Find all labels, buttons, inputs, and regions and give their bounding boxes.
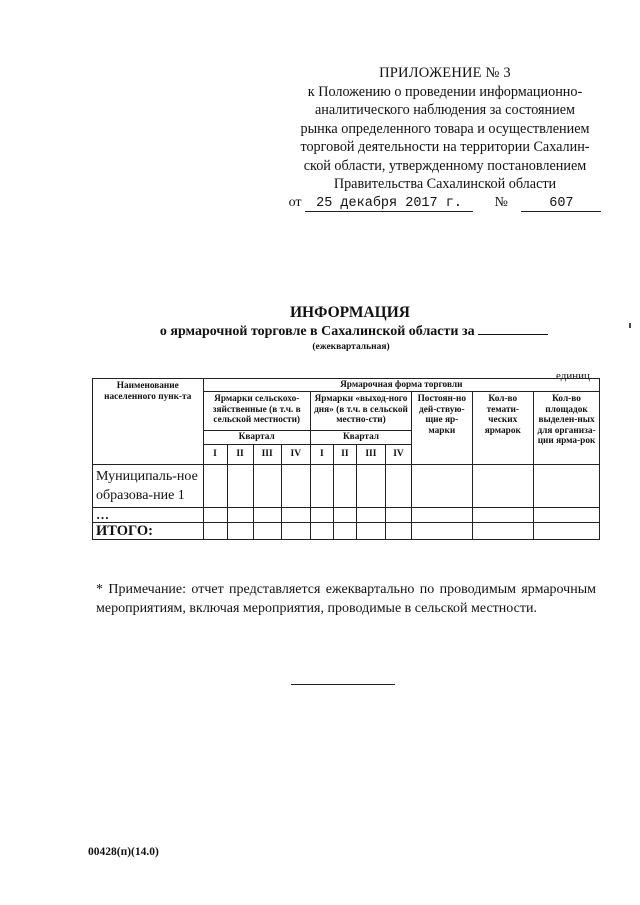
data-cell <box>281 508 310 523</box>
col-header-group: Ярмарочная форма торговли <box>203 379 599 392</box>
data-cell <box>253 508 281 523</box>
appendix-line: Правительства Сахалинской области <box>333 176 557 192</box>
data-cell <box>203 465 227 508</box>
data-cell <box>412 523 472 540</box>
quarter-cell: III <box>253 445 281 465</box>
data-cell <box>310 465 333 508</box>
data-cell <box>333 465 356 508</box>
quarter-cell: IV <box>281 445 310 465</box>
quarter-cell: II <box>333 445 356 465</box>
info-period: (ежеквартальная) <box>312 342 390 352</box>
decree-date-row <box>280 194 610 213</box>
row-total: ИТОГО: <box>93 523 204 540</box>
appendix-line: к Положению о проведении информационно- <box>307 83 583 100</box>
data-cell <box>534 523 600 540</box>
col-header-permanent: Постоян-но дей-ствую-щие яр-марки <box>412 392 472 465</box>
data-cell <box>227 508 253 523</box>
col-header-agri: Ярмарки сельскохо-зяйственные (в т.ч. в сельской местности) <box>203 392 310 431</box>
units-label: единиц <box>556 370 590 382</box>
info-subtitle-text: о ярмарочной торговле в Сахалинской области за <box>159 324 475 339</box>
date-prefix: от <box>288 194 302 210</box>
row-municipality: Муниципаль-ное образова-ние 1 <box>93 465 204 508</box>
table-row <box>93 523 600 540</box>
data-cell <box>356 465 385 508</box>
appendix-header <box>280 64 610 212</box>
appendix-line: торговой деятельности на территории Сахалин- <box>300 139 590 155</box>
data-cell <box>534 508 600 523</box>
col-header-weekend: Ярмарки «выход-ного дня» (в т.ч. в сельской местно-сти) <box>310 392 411 431</box>
appendix-title: ПРИЛОЖЕНИЕ № 3 <box>379 65 511 81</box>
info-subtitle <box>68 322 640 341</box>
data-cell <box>472 465 534 508</box>
data-cell <box>227 465 253 508</box>
quarter-cell: I <box>310 445 333 465</box>
info-title: ИНФОРМАЦИЯ <box>290 304 410 321</box>
data-cell <box>203 523 227 540</box>
data-cell <box>412 465 472 508</box>
appendix-line: рынка определенного товара и осуществлением <box>300 120 590 137</box>
quarter-header-weekend: Квартал <box>310 431 411 445</box>
quarter-cell: III <box>356 445 385 465</box>
data-cell <box>472 523 534 540</box>
data-cell <box>281 523 310 540</box>
data-cell <box>310 523 333 540</box>
data-cell <box>534 465 600 508</box>
data-cell <box>385 523 411 540</box>
table-row <box>93 465 600 508</box>
data-cell <box>203 508 227 523</box>
appendix-line: ской области, утвержденному постановлением <box>303 157 587 174</box>
header-row-1 <box>93 379 600 392</box>
col-header-sites: Кол-во площадок выделен-ных для организа-ции ярма-рок <box>534 392 600 465</box>
data-cell <box>385 508 411 523</box>
col-header-thematic: Кол-во темати-ческих ярмарок <box>472 392 534 465</box>
data-cell <box>253 465 281 508</box>
row-ellipsis: … <box>93 508 204 523</box>
data-cell <box>385 465 411 508</box>
data-cell <box>253 523 281 540</box>
form-code: 00428(п)(14.0) <box>88 846 159 858</box>
number-label: № <box>494 194 508 210</box>
appendix-line: аналитического наблюдения за состоянием <box>314 102 576 118</box>
quarter-cell: I <box>203 445 227 465</box>
period-blank <box>478 322 548 335</box>
data-cell <box>356 508 385 523</box>
quarter-cell: II <box>227 445 253 465</box>
quarter-header-agri: Квартал <box>203 431 310 445</box>
data-cell <box>472 508 534 523</box>
data-cell <box>333 523 356 540</box>
info-heading <box>0 303 640 353</box>
data-cell <box>310 508 333 523</box>
data-cell <box>227 523 253 540</box>
data-cell <box>281 465 310 508</box>
data-cell <box>356 523 385 540</box>
quarter-cell: IV <box>385 445 411 465</box>
divider-line <box>291 684 395 685</box>
col-header-settlement: Наименование населенного пунк-та <box>93 379 204 465</box>
fair-trade-table <box>92 378 600 540</box>
table-row <box>93 508 600 523</box>
footnote: * Примечание: отчет представляется ежеквартально по проводимым ярмарочным мероприятиям, включая мероприятия, проводимые в сельской местности. <box>96 582 596 616</box>
decree-date: 25 декабря 2017 г. <box>305 196 473 212</box>
data-cell <box>333 508 356 523</box>
data-cell <box>412 508 472 523</box>
decree-number: 607 <box>521 196 601 212</box>
